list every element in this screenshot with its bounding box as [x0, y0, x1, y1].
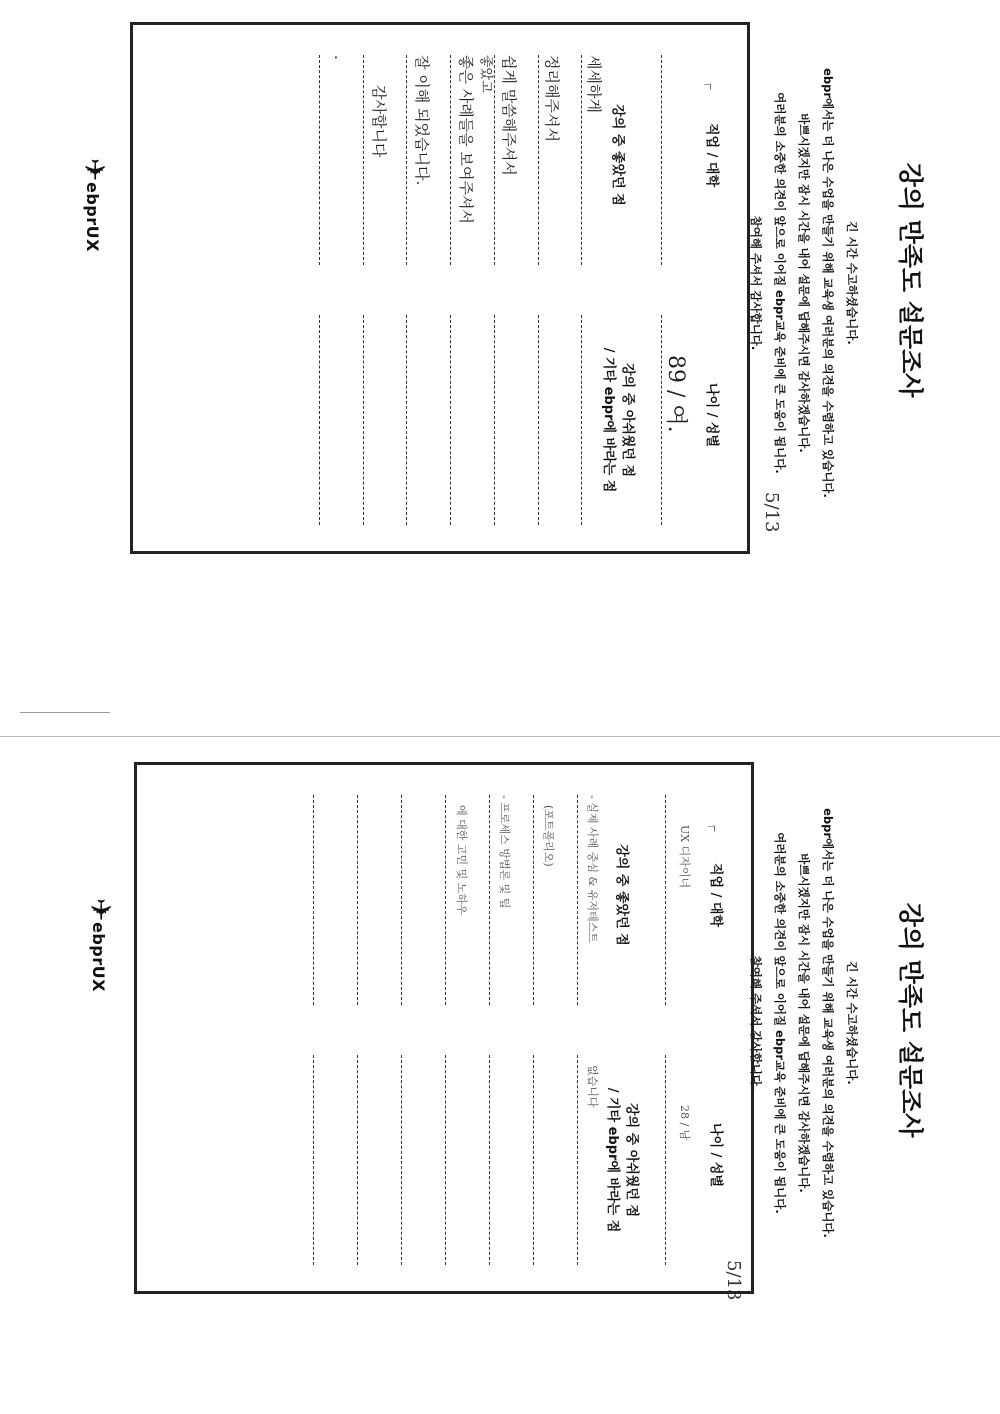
scan-mark: ㄱ	[702, 80, 714, 94]
job-label: 직업 / 대학	[708, 862, 723, 928]
answer-line	[401, 1055, 402, 1265]
answer-line	[661, 315, 662, 525]
answer-line	[665, 795, 666, 1005]
ebprux-logo	[78, 898, 118, 1018]
intro-line: 긴 시간 수고하셨습니다.	[845, 221, 859, 345]
logo-text: ebprUX	[89, 922, 108, 992]
answer-line	[489, 795, 490, 1005]
answer-line	[581, 315, 582, 525]
answer-line	[450, 55, 451, 265]
good-answer-line[interactable]: 좋았고	[478, 55, 493, 93]
answer-line	[363, 315, 364, 525]
answer-line	[319, 55, 320, 265]
bad-label-line1: 강의 중 아쉬웠던 점	[620, 362, 635, 478]
answer-line	[357, 1055, 358, 1265]
good-label: 강의 중 좋았던 점	[610, 104, 625, 206]
page-divider	[0, 736, 1000, 737]
page-note: 5/13	[761, 492, 782, 533]
answer-line	[538, 315, 539, 525]
answer-line	[313, 1055, 314, 1265]
answer-line	[533, 1055, 534, 1265]
answer-line	[406, 315, 407, 525]
age-answer[interactable]: 28 / 남	[678, 1105, 691, 1141]
answer-line	[494, 55, 495, 265]
bird-icon: ✈	[78, 158, 111, 182]
good-label: 강의 중 좋았던 점	[614, 844, 629, 946]
intro-line: 참여해 주셔서 감사합니다.	[749, 215, 763, 351]
bad-label-line2: / 기타 ebpr에 바라는 점	[605, 1087, 620, 1233]
answer-line	[581, 55, 582, 265]
answer-line	[661, 55, 662, 265]
good-answer-line[interactable]: 좋은 사례들을 보여주셔서	[457, 55, 475, 224]
age-label: 나이 / 성별	[704, 382, 719, 448]
answer-line	[533, 795, 534, 1005]
intro-line: 바쁘시겠지만 잠시 시간을 내어 설문에 답해주시면 감사하겠습니다.	[797, 853, 811, 1193]
job-answer[interactable]: UX 디자이너	[678, 825, 691, 889]
scan-mark	[20, 712, 110, 713]
survey-title: 강의 만족도 설문조사	[896, 902, 925, 1138]
answer-line	[577, 1055, 578, 1265]
answer-line	[665, 1055, 666, 1265]
answer-line	[357, 795, 358, 1005]
answer-line	[538, 55, 539, 265]
bad-label-line1: 강의 중 아쉬웠던 점	[624, 1102, 639, 1218]
good-answer-line[interactable]: (포트폴리오)	[542, 805, 555, 867]
intro-line: 참여해 주셔서 감사합니다.	[749, 955, 763, 1091]
scan-mark: ㄱ	[706, 822, 718, 836]
answer-line	[445, 795, 446, 1005]
answer-line	[489, 1055, 490, 1265]
age-label: 나이 / 성별	[708, 1122, 723, 1188]
intro-line: 여러분의 소중한 의견이 앞으로 이어질 ebpr교육 준비에 큰 도움이 됩니다.	[773, 832, 787, 1214]
survey-form	[134, 762, 754, 1294]
answer-line	[406, 55, 407, 265]
good-answer-line[interactable]: 잘 이해 되었습니다.	[413, 55, 431, 186]
job-label: 직업 / 대학	[704, 122, 719, 188]
good-answer-line[interactable]: 세세하게	[585, 55, 603, 113]
bad-label-line2: / 기타 ebpr에 바라는 점	[601, 347, 616, 493]
answer-line	[313, 795, 314, 1005]
intro-line: 긴 시간 수고하셨습니다.	[845, 961, 859, 1085]
survey-title: 강의 만족도 설문조사	[896, 162, 925, 398]
answer-line	[577, 795, 578, 1005]
intro-line: 여러분의 소중한 의견이 앞으로 이어질 ebpr교육 준비에 큰 도움이 됩니다.	[773, 92, 787, 474]
survey-form	[130, 22, 750, 554]
intro-line: 바쁘시겠지만 잠시 시간을 내어 설문에 답해주시면 감사하겠습니다.	[797, 113, 811, 453]
intro-line: ebpr에서는 더 나은 수업을 만들기 위해 교육생 여러분의 의견을 수렴하고 있습니다.	[821, 68, 835, 498]
bad-answer-line[interactable]: 없습니다	[586, 1065, 599, 1108]
good-answer-line[interactable]: 에 대한 고민 및 노하우	[455, 805, 468, 915]
good-answer-line[interactable]: - 프로세스 방법론 및 팁	[498, 795, 511, 909]
answer-line	[363, 55, 364, 265]
bird-icon: ✈	[84, 898, 117, 922]
good-answer-line[interactable]: - 실제 사례 중심 & 유저테스트	[586, 795, 599, 943]
good-answer-line[interactable]: .	[331, 55, 349, 60]
answer-line	[319, 315, 320, 525]
answer-line	[445, 1055, 446, 1265]
bad-label	[601, 315, 639, 525]
good-answer-line[interactable]: 감사합니다	[370, 85, 388, 158]
logo-text: ebprUX	[83, 182, 102, 252]
intro-line: ebpr에서는 더 나은 수업을 만들기 위해 교육생 여러분의 의견을 수렴하고 있습니다.	[821, 808, 835, 1238]
good-answer-line[interactable]: 쉽게 말씀해주셔서	[500, 55, 518, 176]
page-note: 5/13	[723, 1260, 744, 1301]
answer-line	[450, 315, 451, 525]
age-answer[interactable]: 89 / 여.	[663, 355, 688, 433]
survey-intro	[744, 740, 864, 1306]
bad-label	[605, 1055, 643, 1265]
survey-sheet-bottom	[60, 740, 930, 1306]
answer-line	[494, 315, 495, 525]
survey-sheet-top	[60, 0, 930, 566]
answer-line	[401, 795, 402, 1005]
survey-intro	[744, 0, 864, 566]
ebprux-logo	[72, 158, 112, 278]
good-answer-line[interactable]: 정리해주셔서	[543, 55, 561, 142]
